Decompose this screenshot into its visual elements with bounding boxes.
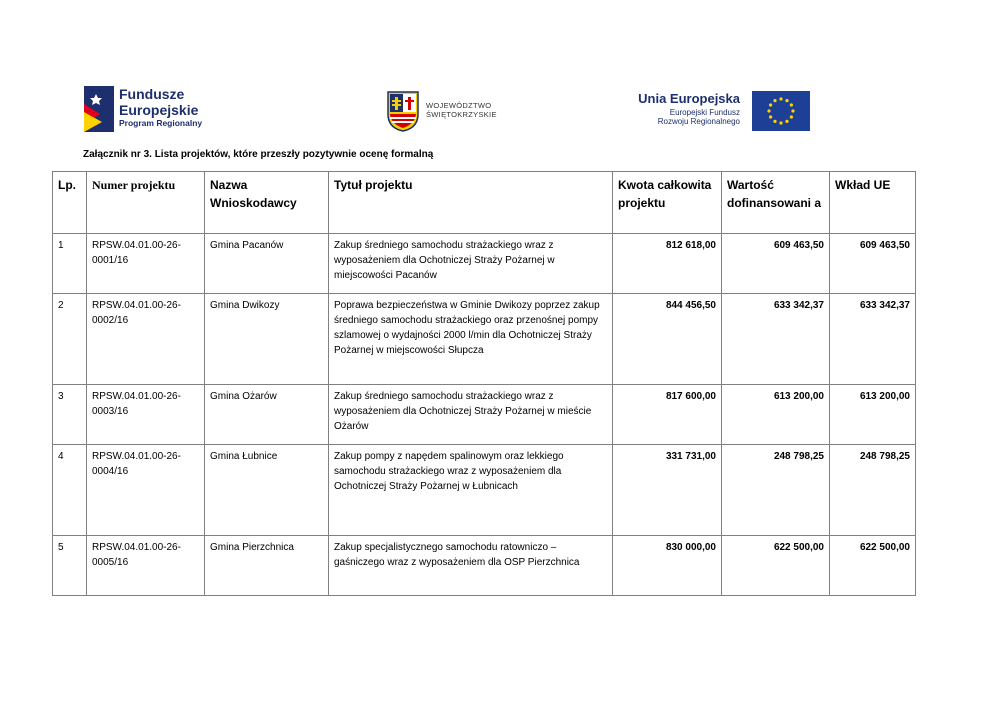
cell-nazwa: Gmina Ożarów: [205, 385, 329, 445]
table-row: [53, 385, 916, 445]
cell-tytul: Zakup średniego samochodu strażackiego wraz z wyposażeniem dla Ochotniczej Straży Pożarnej w mieście Ożarów: [329, 385, 613, 445]
cell-wartosc: 613 200,00: [722, 385, 830, 445]
cell-lp: 5: [53, 536, 87, 596]
cell-kwota: 812 618,00: [613, 234, 722, 294]
table-row: [53, 294, 916, 385]
cell-nazwa: Gmina Łubnice: [205, 445, 329, 536]
cell-nazwa: Gmina Pierzchnica: [205, 536, 329, 596]
table-row: [53, 536, 916, 596]
header-wklad: Wkład UE: [830, 172, 916, 234]
cell-lp: 3: [53, 385, 87, 445]
header-tytul: Tytuł projektu: [329, 172, 613, 234]
cell-wartosc: 609 463,50: [722, 234, 830, 294]
table-row: [53, 234, 916, 294]
cell-wklad: 613 200,00: [830, 385, 916, 445]
cell-tytul: Zakup średniego samochodu strażackiego wraz z wyposażeniem dla Ochotniczej Straży Pożarnej w miejscowości Pacanów: [329, 234, 613, 294]
header-numer: Numer projektu: [87, 172, 205, 234]
table-row: [53, 445, 916, 536]
coat-of-arms-icon: [386, 90, 420, 132]
cell-wklad: 622 500,00: [830, 536, 916, 596]
cell-kwota: 830 000,00: [613, 536, 722, 596]
ue-logo-line2: Europejski Fundusz: [669, 108, 740, 117]
fe-logo-line2: Europejskie: [119, 102, 199, 118]
wojewodztwo-logo: [386, 90, 506, 132]
fundusze-europejskie-logo: [82, 84, 212, 134]
cell-nazwa: Gmina Pacanów: [205, 234, 329, 294]
table-header-row: [53, 172, 916, 234]
header-kwota: Kwota całkowita projektu: [613, 172, 722, 234]
cell-wartosc: 248 798,25: [722, 445, 830, 536]
fe-logo-line3: Program Regionalny: [119, 118, 203, 128]
header-nazwa: Nazwa Wnioskodawcy: [205, 172, 329, 234]
cell-numer: RPSW.04.01.00-26-0003/16: [87, 385, 205, 445]
cell-lp: 2: [53, 294, 87, 385]
fe-logo-line1: Fundusze: [119, 86, 185, 102]
cell-lp: 1: [53, 234, 87, 294]
fundusze-europejskie-emblem-icon: [82, 84, 116, 134]
cell-numer: RPSW.04.01.00-26-0002/16: [87, 294, 205, 385]
eu-flag-icon: [752, 91, 810, 131]
header-wartosc: Wartość dofinansowani a: [722, 172, 830, 234]
woj-logo-line1: WOJEWÓDZTWO: [426, 101, 492, 110]
cell-wklad: 609 463,50: [830, 234, 916, 294]
cell-tytul: Zakup pompy z napędem spalinowym oraz lekkiego samochodu strażackiego wraz z wyposażeniem dla Ochotniczej Straży Pożarnej w Łubnicach: [329, 445, 613, 536]
cell-numer: RPSW.04.01.00-26-0004/16: [87, 445, 205, 536]
header-lp: Lp.: [53, 172, 87, 234]
cell-tytul: Poprawa bezpieczeństwa w Gminie Dwikozy poprzez zakup średniego samochodu strażackiego oraz przenośnej pompy szlamowej o wydajności 2000 l/min dla Ochotniczej Straży Pożarnej w miejscowości Słupcza: [329, 294, 613, 385]
unia-europejska-logo: [640, 90, 810, 134]
projects-table: [52, 171, 916, 596]
cell-numer: RPSW.04.01.00-26-0001/16: [87, 234, 205, 294]
cell-lp: 4: [53, 445, 87, 536]
woj-logo-line2: ŚWIĘTOKRZYSKIE: [426, 109, 497, 119]
ue-logo-line1: Unia Europejska: [638, 91, 740, 106]
document-caption: Załącznik nr 3. Lista projektów, które przeszły pozytywnie ocenę formalną: [83, 149, 434, 160]
cell-kwota: 331 731,00: [613, 445, 722, 536]
cell-nazwa: Gmina Dwikozy: [205, 294, 329, 385]
cell-numer: RPSW.04.01.00-26-0005/16: [87, 536, 205, 596]
cell-wartosc: 622 500,00: [722, 536, 830, 596]
cell-tytul: Zakup specjalistycznego samochodu ratowniczo – gaśniczego wraz z wyposażeniem dla OSP Pierzchnica: [329, 536, 613, 596]
cell-kwota: 817 600,00: [613, 385, 722, 445]
cell-wartosc: 633 342,37: [722, 294, 830, 385]
ue-logo-line3: Rozwoju Regionalnego: [657, 117, 740, 126]
cell-wklad: 248 798,25: [830, 445, 916, 536]
cell-wklad: 633 342,37: [830, 294, 916, 385]
cell-kwota: 844 456,50: [613, 294, 722, 385]
